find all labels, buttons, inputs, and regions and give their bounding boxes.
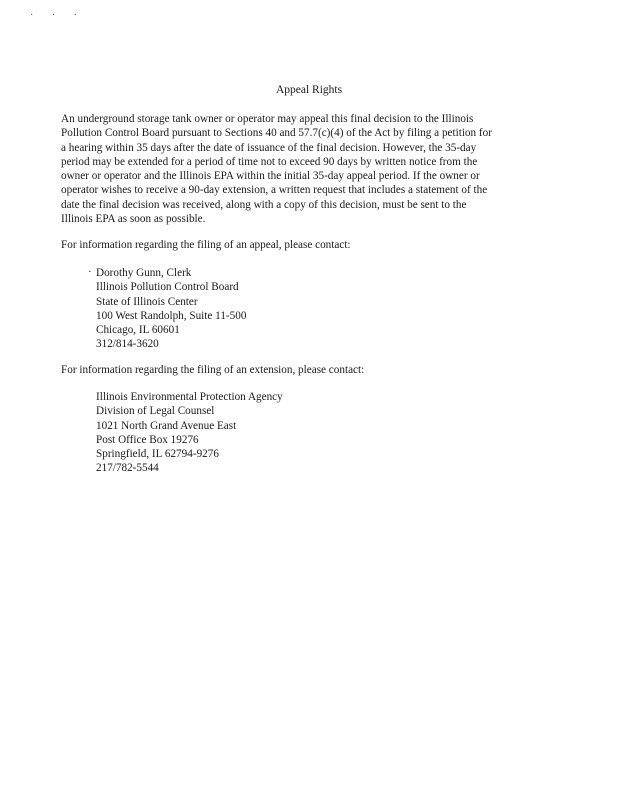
paragraph-line: owner or operator and the Illinois EPA within the initial 35-day appeal period. If the owner or <box>61 170 480 183</box>
address-line: 217/782-5544 <box>96 462 159 475</box>
paragraph-line: period may be extended for a period of time not to exceed 90 days by written notice from the <box>61 155 478 168</box>
address-line: Illinois Environmental Protection Agency <box>96 391 283 403</box>
appeal-rights-paragraph <box>61 112 531 226</box>
stray-mark: · <box>88 266 92 278</box>
address-line: State of Illinois Center <box>96 295 198 308</box>
address-line: Post Office Box 19276 <box>96 433 199 446</box>
paragraph-line: a hearing within 35 days after the date of issuance of the final decision. However, the 35-day <box>61 141 477 154</box>
paragraph-line: Pollution Control Board pursuant to Sections 40 and 57.7(c)(4) of the Act by filing a petition for <box>61 127 492 140</box>
document-title: Appeal Rights <box>275 84 343 96</box>
extension-contact-intro: For information regarding the filing of an extension, please contact: <box>61 364 365 376</box>
address-line: Illinois Pollution Control Board <box>96 281 239 294</box>
address-line: Dorothy Gunn, Clerk <box>96 267 192 279</box>
appeal-contact-address <box>96 266 246 352</box>
paragraph-line: An underground storage tank owner or operator may appeal this final decision to the Illinois <box>61 113 474 125</box>
scan-corner-marks: · · · <box>30 10 85 21</box>
appeal-contact-intro: For information regarding the filing of an appeal, please contact: <box>61 239 351 251</box>
extension-contact-address <box>96 390 283 476</box>
address-line: Chicago, IL 60601 <box>96 324 180 337</box>
paragraph-line: Illinois EPA as soon as possible. <box>61 213 206 226</box>
address-line: 1021 North Grand Avenue East <box>96 419 237 432</box>
paragraph-line: operator wishes to receive a 90-day extension, a written request that includes a statement of the <box>61 184 488 197</box>
paragraph-line: date the final decision was received, along with a copy of this decision, must be sent to the <box>61 198 467 211</box>
address-line: 312/814-3620 <box>96 338 159 351</box>
address-line: Division of Legal Counsel <box>96 405 215 418</box>
address-line: Springfield, IL 62794-9276 <box>96 448 219 461</box>
address-line: 100 West Randolph, Suite 11-500 <box>96 309 247 322</box>
